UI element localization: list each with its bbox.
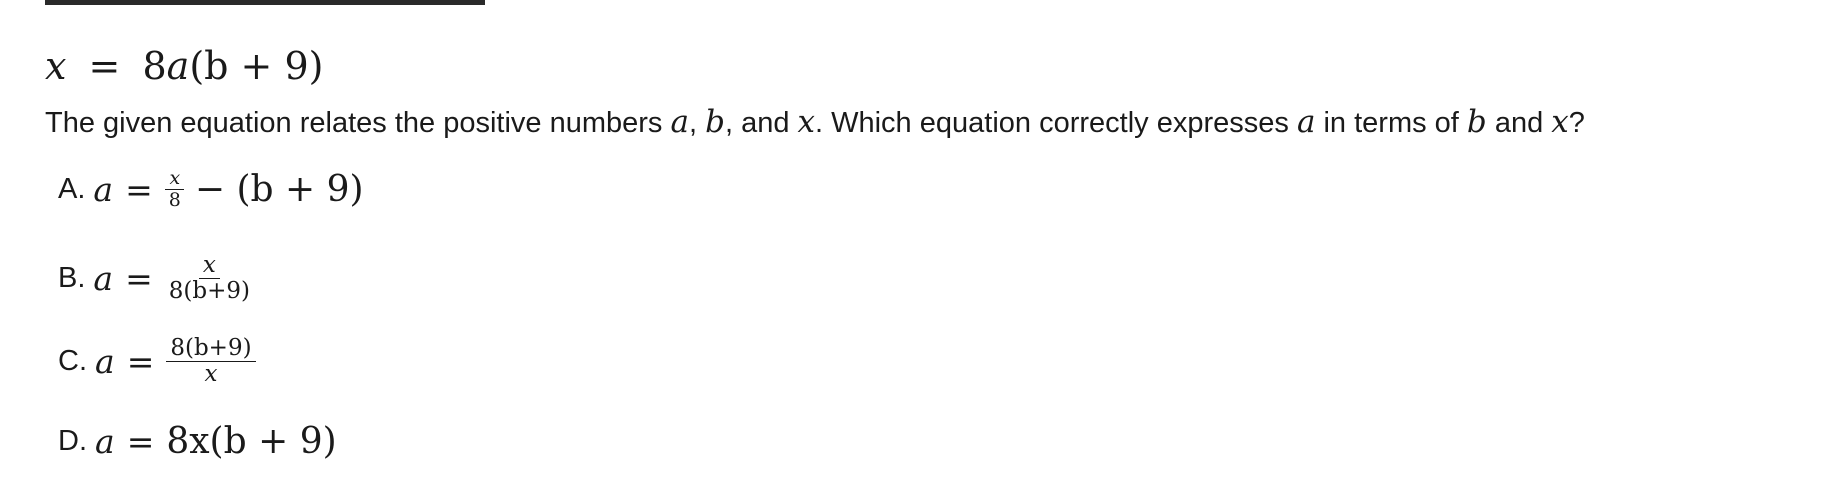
question-part: . Which equation correctly expresses: [815, 107, 1297, 139]
equation-variable: a: [166, 44, 190, 88]
question-var-b: b: [1466, 104, 1487, 140]
question-var-b: b: [705, 104, 725, 140]
equation-coefficient: 8: [142, 44, 167, 88]
choice-d[interactable]: [58, 421, 337, 462]
question-part: The given equation relates the positive numbers: [45, 107, 671, 139]
choice-letter: B.: [58, 262, 86, 295]
choice-equals: =: [126, 342, 155, 382]
choice-c[interactable]: [58, 336, 256, 388]
question-text: [45, 102, 1585, 143]
choice-lhs: a: [95, 422, 115, 461]
choice-fraction: [166, 336, 255, 388]
choice-letter: D.: [58, 425, 87, 457]
question-part: ?: [1568, 107, 1585, 139]
choice-remainder: − (b + 9): [194, 168, 364, 210]
choice-equals: =: [125, 169, 153, 209]
question-var-a: a: [670, 104, 689, 140]
equation-lhs: x: [45, 44, 67, 88]
question-var-a: a: [1296, 104, 1316, 140]
fraction-numerator: x: [199, 253, 220, 279]
choice-a[interactable]: [58, 168, 364, 211]
given-equation: [45, 42, 323, 90]
choice-letter: C.: [58, 345, 87, 378]
choice-letter: A.: [58, 172, 86, 205]
equation-equals: =: [88, 44, 121, 88]
fraction-numerator: x: [165, 168, 184, 190]
question-part: and: [1486, 107, 1552, 139]
equation-group: (b + 9): [189, 44, 324, 88]
choice-b[interactable]: [58, 253, 254, 305]
fraction-denominator: 8(b+9): [168, 278, 250, 305]
choice-lhs: a: [93, 169, 114, 209]
fraction-denominator: 8: [168, 188, 181, 211]
question-part: in terms of: [1315, 107, 1467, 139]
choice-equals: =: [125, 259, 153, 299]
choice-fraction: [165, 168, 185, 211]
question-part: , and: [724, 107, 798, 139]
fraction-numerator: 8(b+9): [166, 336, 255, 362]
choice-rhs: 8x(b + 9): [166, 421, 337, 462]
choice-fraction: [165, 253, 254, 305]
choice-equals: =: [126, 422, 155, 461]
top-divider: [45, 0, 485, 5]
question-part: ,: [688, 107, 706, 139]
choice-lhs: a: [95, 342, 115, 382]
question-var-x: x: [1551, 104, 1569, 140]
choice-lhs: a: [93, 259, 114, 299]
fraction-denominator: x: [204, 361, 218, 388]
question-var-x: x: [797, 104, 815, 140]
